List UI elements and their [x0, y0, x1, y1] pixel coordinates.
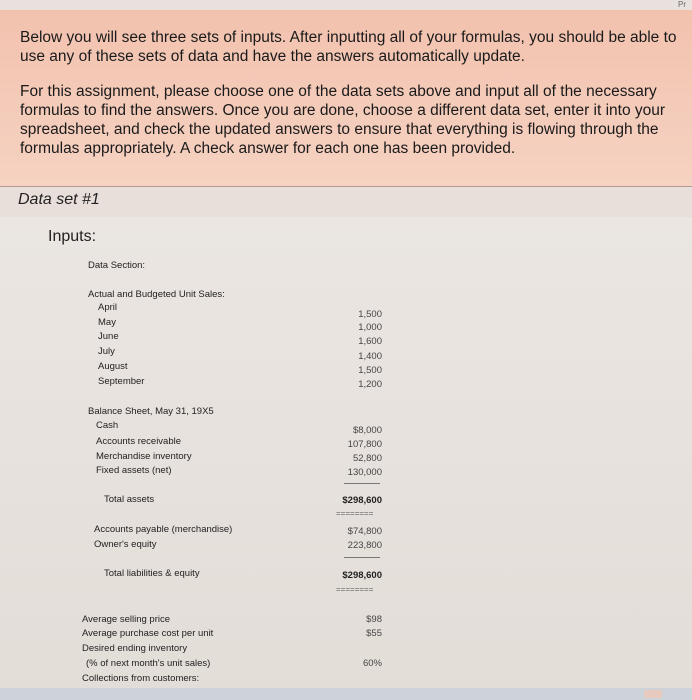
selling-price-label: Average selling price — [82, 614, 171, 625]
double-underline: ======== — [336, 509, 374, 518]
sales-row-value: 1,500 — [358, 365, 382, 376]
liability-label: Accounts payable (merchandise) — [94, 524, 233, 535]
asset-value: $8,000 — [352, 425, 382, 436]
asset-value: 107,800 — [347, 439, 382, 450]
ending-inventory-value: 60% — [362, 658, 382, 669]
sales-row-label: April — [98, 302, 118, 313]
corner-tab-label: Pr — [678, 0, 686, 9]
asset-label: Fixed assets (net) — [96, 465, 172, 476]
sales-row-value: 1,200 — [358, 379, 382, 390]
subtotal-underline — [344, 557, 380, 558]
purchase-cost-label: Average purchase cost per unit — [82, 628, 214, 639]
dataset-header-bar — [0, 187, 692, 217]
sales-row-value: 1,600 — [358, 336, 382, 347]
ending-inventory-label: Desired ending inventory — [82, 643, 188, 654]
sales-row-value: 1,500 — [358, 309, 382, 320]
asset-label: Accounts receivable — [96, 436, 182, 447]
subtotal-underline — [344, 483, 380, 484]
dataset-title: Data set #1 — [18, 191, 100, 208]
asset-value: 130,000 — [347, 467, 382, 478]
scroll-handle[interactable] — [644, 690, 662, 698]
sales-row-label: July — [98, 346, 115, 357]
double-underline: ======== — [336, 585, 374, 594]
asset-label: Merchandise inventory — [96, 451, 192, 462]
total-assets-value: $298,600 — [342, 495, 382, 506]
sales-row-value: 1,400 — [358, 351, 382, 362]
total-assets-label: Total assets — [104, 494, 155, 505]
purchase-cost-value: $55 — [366, 628, 382, 639]
collections-label: Collections from customers: — [82, 673, 200, 684]
data-section-heading: Data Section: — [88, 260, 146, 271]
bottom-taskbar — [0, 688, 692, 700]
asset-value: 52,800 — [352, 453, 382, 464]
sales-heading: Actual and Budgeted Unit Sales: — [88, 289, 225, 300]
instructions-panel — [0, 10, 692, 186]
total-liabilities-equity-label: Total liabilities & equity — [104, 568, 200, 579]
selling-price-value: $98 — [366, 614, 382, 625]
liability-value: $74,800 — [347, 526, 382, 537]
sales-row-label: August — [98, 361, 128, 372]
inputs-heading: Inputs: — [48, 228, 97, 245]
liability-value: 223,800 — [347, 540, 382, 551]
liability-label: Owner's equity — [94, 539, 157, 550]
sales-row-label: September — [98, 376, 145, 387]
ending-inventory-sub-label: (% of next month's unit sales) — [86, 658, 211, 669]
total-liabilities-equity-value: $298,600 — [342, 570, 382, 581]
sales-row-label: May — [98, 317, 116, 328]
instructions-paragraph-1: Below you will see three sets of inputs. After inputting all of your formulas, you should be able to use any of these sets of data and have the answers automatically update. — [20, 29, 677, 65]
sales-row-label: June — [98, 331, 119, 342]
balance-sheet-heading: Balance Sheet, May 31, 19X5 — [88, 406, 214, 417]
asset-label: Cash — [96, 420, 119, 431]
sales-row-value: 1,000 — [358, 322, 382, 333]
instructions-paragraph-2: For this assignment, please choose one of the data sets above and input all of the necessary formulas to find the answers. Once you are done, choose a different data set, enter it into your spreadsheet, and check the updated answers to ensure that everything is flowing through the formulas appropriately. A check answer for each one has been provided. — [20, 83, 666, 157]
